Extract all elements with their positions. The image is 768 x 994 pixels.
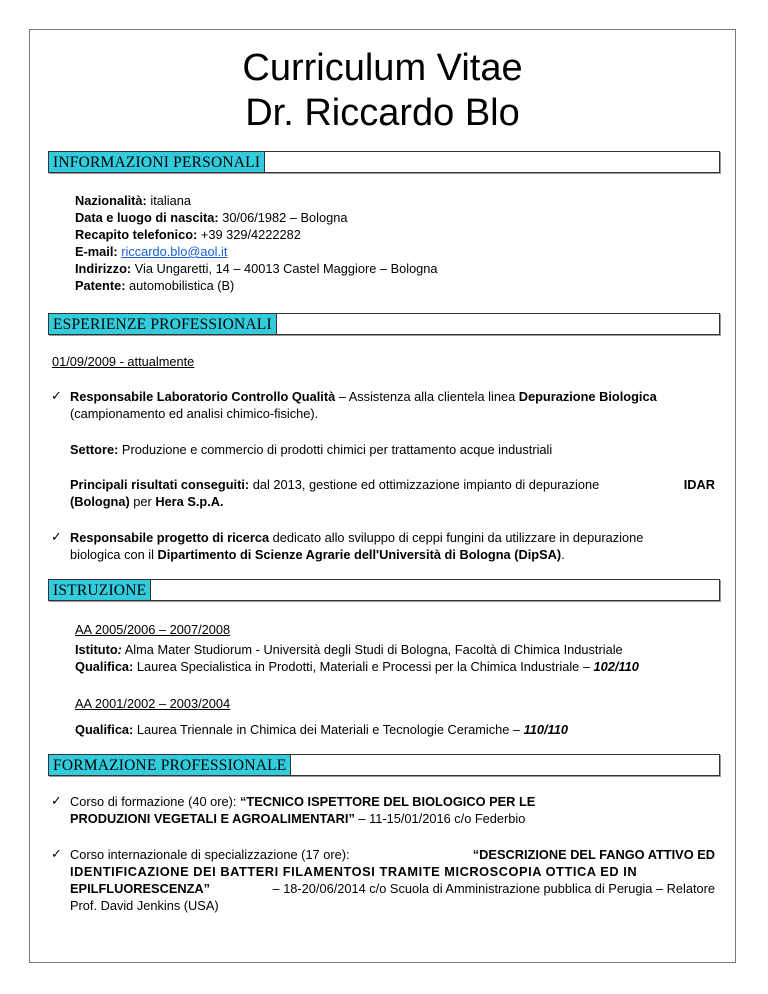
role-title: Responsabile Laboratorio Controllo Qualità bbox=[70, 389, 336, 404]
check-icon: ✓ bbox=[51, 793, 62, 808]
field-value: italiana bbox=[146, 193, 191, 208]
education-entry-2 bbox=[75, 721, 720, 738]
role-description: dedicato allo sviluppo di ceppi fungini da utilizzare in depurazione bbox=[269, 530, 644, 545]
field-label: Qualifica: bbox=[75, 722, 134, 737]
field-value: Laurea Specialistica in Prodotti, Materiali e Processi per la Chimica Industriale – bbox=[133, 659, 594, 674]
experience-item-2 bbox=[70, 529, 715, 563]
field-label: E-mail: bbox=[75, 244, 118, 259]
license-row bbox=[75, 277, 715, 294]
field-value: Laurea Triennale in Chimica dei Materiali e Tecnologie Ceramiche – bbox=[133, 722, 524, 737]
email-row bbox=[75, 243, 715, 260]
grade: 110/110 bbox=[523, 722, 568, 737]
field-label: Nazionalità: bbox=[75, 193, 147, 208]
punctuation: . bbox=[561, 547, 565, 562]
course-details: – 11-15/01/2016 c/o Federbio bbox=[354, 811, 526, 826]
client-name: Hera S.p.A. bbox=[155, 494, 224, 509]
education-entry-1 bbox=[75, 641, 720, 675]
course-title: “TECNICO ISPETTORE DEL BIOLOGICO PER LE bbox=[239, 794, 536, 809]
course-description: Corso di formazione (40 ore): bbox=[70, 794, 240, 809]
check-icon: ✓ bbox=[51, 529, 62, 544]
section-title: ISTRUZIONE bbox=[49, 580, 151, 600]
role-description-2: biologica con il bbox=[70, 547, 158, 562]
role-title: Responsabile progetto di ricerca bbox=[70, 530, 270, 545]
section-title: INFORMAZIONI PERSONALI bbox=[49, 152, 265, 172]
field-label: Qualifica: bbox=[75, 659, 134, 674]
cv-page bbox=[29, 29, 736, 963]
colon: : bbox=[117, 642, 122, 657]
role-highlight: Depurazione Biologica bbox=[518, 389, 657, 404]
training-item-1 bbox=[70, 793, 715, 827]
field-label: Istituto bbox=[75, 642, 118, 657]
personal-info bbox=[75, 192, 715, 294]
field-value: +39 329/4222282 bbox=[197, 227, 301, 242]
role-description-2: (campionamento ed analisi chimico-fisiche). bbox=[70, 406, 319, 421]
phone-row bbox=[75, 226, 715, 243]
course-title: “DESCRIZIONE DEL FANGO ATTIVO ED bbox=[472, 847, 715, 862]
section-header-education bbox=[48, 579, 720, 601]
check-icon: ✓ bbox=[51, 388, 62, 403]
field-label: Data e luogo di nascita: bbox=[75, 210, 219, 225]
field-label: Indirizzo: bbox=[75, 261, 132, 276]
field-label: Principali risultati conseguiti: bbox=[70, 477, 250, 492]
course-speaker: Prof. David Jenkins (USA) bbox=[70, 898, 219, 913]
field-value: automobilistica (B) bbox=[125, 278, 235, 293]
field-label: Patente: bbox=[75, 278, 126, 293]
section-title: ESPERIENZE PROFESSIONALI bbox=[49, 314, 277, 334]
nationality-row bbox=[75, 192, 715, 209]
course-title-3: EPILFLUORESCENZA” bbox=[70, 881, 211, 896]
field-value: Produzione e commercio di prodotti chimici per trattamento acque industriali bbox=[118, 442, 553, 457]
address-row bbox=[75, 260, 715, 277]
field-label: Settore: bbox=[70, 442, 119, 457]
plant-location: (Bologna) bbox=[70, 494, 130, 509]
education-period-1: AA 2005/2006 – 2007/2008 bbox=[75, 622, 231, 637]
department-name: Dipartimento di Scienze Agrarie dell'Università di Bologna (DipSA) bbox=[157, 547, 562, 562]
experience-item-1 bbox=[70, 388, 715, 422]
field-value: dal 2013, gestione ed ottimizzazione impianto di depurazione bbox=[249, 477, 600, 492]
role-description: – Assistenza alla clientela linea bbox=[335, 389, 519, 404]
plant-name: IDAR bbox=[683, 477, 715, 492]
section-title: FORMAZIONE PROFESSIONALE bbox=[49, 755, 291, 775]
section-header-experience bbox=[48, 313, 720, 335]
course-details: – 18-20/06/2014 c/o Scuola di Amministrazione pubblica di Perugia – Relatore bbox=[272, 881, 715, 896]
title-line-2: Dr. Riccardo Blo bbox=[245, 92, 520, 134]
course-title-2: PRODUZIONI VEGETALI E AGROALIMENTARI” bbox=[70, 811, 355, 826]
training-item-2 bbox=[70, 846, 715, 914]
email-link[interactable]: riccardo.blo@aol.it bbox=[121, 244, 228, 259]
field-value: Via Ungaretti, 14 – 40013 Castel Maggiore – Bologna bbox=[131, 261, 438, 276]
education-period-2: AA 2001/2002 – 2003/2004 bbox=[75, 696, 231, 711]
results-row bbox=[70, 476, 715, 510]
field-value: 30/06/1982 – Bologna bbox=[218, 210, 348, 225]
course-description: Corso internazionale di specializzazione (17 ore): bbox=[70, 847, 350, 862]
title-line-1: Curriculum Vitae bbox=[242, 47, 523, 89]
connector-text: per bbox=[129, 494, 156, 509]
section-header-training bbox=[48, 754, 720, 776]
birth-row bbox=[75, 209, 715, 226]
check-icon: ✓ bbox=[51, 846, 62, 861]
grade: 102/110 bbox=[593, 659, 639, 674]
experience-period: 01/09/2009 - attualmente bbox=[52, 354, 195, 369]
field-label: Recapito telefonico: bbox=[75, 227, 198, 242]
course-title-2: IDENTIFICAZIONE DEI BATTERI FILAMENTOSI TRAMITE MICROSCOPIA OTTICA ED IN bbox=[70, 864, 638, 879]
sector-row bbox=[70, 441, 715, 458]
section-header-personal bbox=[48, 151, 720, 173]
field-value: Alma Mater Studiorum - Università degli Studi di Bologna, Facoltà di Chimica Industriale bbox=[121, 642, 623, 657]
